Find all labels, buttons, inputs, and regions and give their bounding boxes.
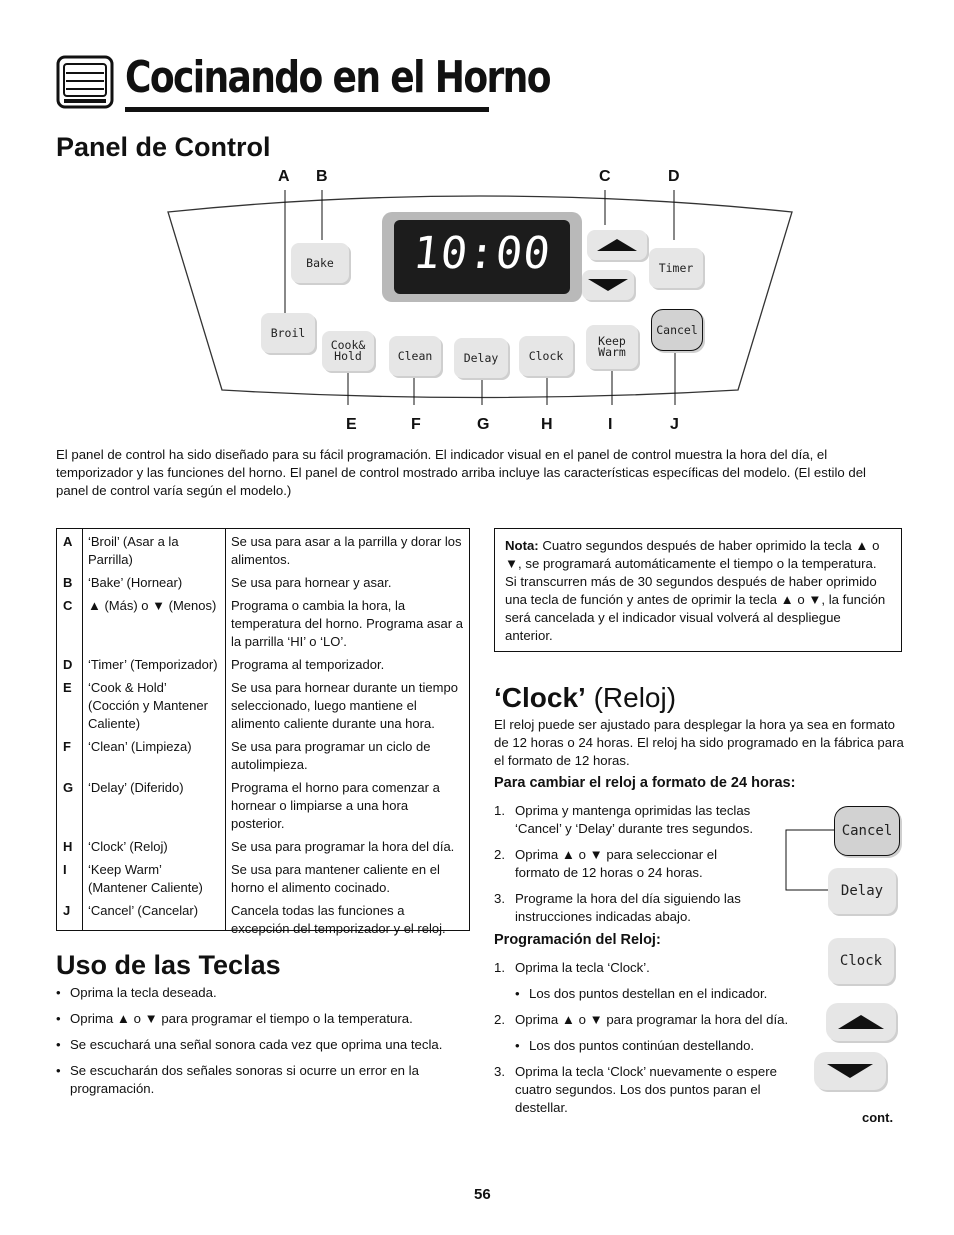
table-cell-key: ‘Keep Warm’ (Mantener Caliente) — [88, 862, 203, 895]
table-cell-letter: I — [63, 862, 67, 877]
delay-key[interactable]: Delay — [454, 338, 508, 378]
section-heading-clock — [494, 682, 676, 714]
table-cell-key: ‘Cancel’ (Cancelar) — [88, 903, 199, 918]
page-title: Cocinando en el Horno — [125, 52, 550, 103]
clock-heading-light: (Reloj) — [585, 682, 677, 713]
table-row — [57, 779, 469, 838]
side-clock-key[interactable]: Clock — [828, 938, 894, 984]
bracket-line — [784, 828, 834, 893]
broil-key[interactable]: Broil — [261, 313, 315, 353]
side-up-arrow-key[interactable] — [826, 1003, 896, 1041]
letter-b: B — [316, 168, 328, 185]
table-cell-description: Se usa para asar a la parrilla y dorar los alimentos. — [231, 534, 462, 567]
list-item: 1. Oprima y mantenga oprimidas las teclas ‘Cancel’ y ‘Delay’ durante tres segundos. — [494, 803, 753, 836]
table-cell-description: Se usa para hornear durante un tiempo seleccionado, luego mantiene el alimento caliente durante una hora. — [231, 680, 458, 731]
table-row — [57, 597, 469, 656]
nota-box — [494, 528, 902, 652]
table-cell-description: Cancela todas las funciones a excepción del temporizador y el reloj. — [231, 903, 446, 936]
table-cell-description: Se usa para hornear y asar. — [231, 575, 392, 590]
table-cell-description: Se usa para programar un ciclo de autolimpieza. — [231, 739, 431, 772]
bake-key[interactable]: Bake — [291, 243, 349, 283]
table-cell-key: ‘Clean’ (Limpieza) — [88, 739, 192, 754]
list-item: 3. Oprima la tecla ‘Clock’ nuevamente o espere cuatro segundos. Los dos puntos paran el destellar. — [494, 1064, 777, 1115]
table-cell-description: Programa el horno para comenzar a hornear o limpiarse a una hora posterior. — [231, 780, 440, 831]
list-item: • Los dos puntos destellan en el indicador. — [515, 986, 768, 1001]
key-table — [57, 533, 469, 943]
table-cell-key: ‘Cook & Hold’ (Cocción y Mantener Caliente) — [88, 680, 208, 731]
panel-description: El panel de control ha sido diseñado para su fácil programación. El indicador visual en el panel de control muestra la hora del día, el temporizador y las funciones del horno. El panel de control mostrado arriba incluye las características específicas del modelo. (El estilo del panel de control varía según el modelo.) — [56, 447, 866, 498]
list-item: • Los dos puntos continúan destellando. — [515, 1038, 755, 1053]
table-cell-key: ‘Clock’ (Reloj) — [88, 839, 168, 854]
table-cell-letter: G — [63, 780, 74, 795]
clock-subheading-24h: Para cambiar el reloj a formato de 24 horas: — [494, 775, 796, 791]
nota-text: Cuatro segundos después de haber oprimido la tecla ▲ o ▼, se programará automáticamente el tiempo o la temperatura. Si transcurren más de 30 segundos después de haber oprimido una tecla de función y antes de oprimir la tecla ▲ o ▼, la función será cancelada y el indicador visual volverá al despliegue anterior. — [505, 538, 886, 643]
letter-d: D — [668, 168, 680, 185]
list-item: • Se escuchará una señal sonora cada vez que oprima una tecla. — [56, 1036, 456, 1054]
up-arrow-key[interactable] — [587, 230, 647, 260]
table-cell-key: ‘Delay’ (Diferido) — [88, 780, 184, 795]
table-cell-key: ‘Broil’ (Asar a la Parrilla) — [88, 534, 179, 567]
table-cell-letter: E — [63, 680, 72, 695]
table-cell-key: ▲ (Más) o ▼ (Menos) — [88, 598, 217, 613]
clock-key[interactable]: Clock — [519, 336, 573, 376]
table-cell-description: Programa al temporizador. — [231, 657, 385, 672]
list-item: • Oprima la tecla deseada. — [56, 984, 456, 1002]
letter-c: C — [599, 168, 611, 185]
letter-h: H — [541, 416, 553, 433]
table-cell-key: ‘Timer’ (Temporizador) — [88, 657, 218, 672]
display-time: 10:00 — [410, 228, 554, 279]
table-row — [57, 861, 469, 902]
list-item: 3. Programe la hora del día siguiendo las instrucciones indicadas abajo. — [494, 891, 741, 924]
steps-prog — [494, 959, 804, 1117]
table-cell-letter: C — [63, 598, 73, 613]
key-table-box — [56, 528, 470, 936]
title-underline — [125, 107, 489, 112]
up-arrow-icon — [838, 1015, 884, 1029]
list-item: • Oprima ▲ o ▼ para programar el tiempo o la temperatura. — [56, 1010, 456, 1028]
table-row — [57, 838, 469, 861]
side-cancel-key[interactable]: Cancel — [834, 806, 900, 856]
table-cell-letter: F — [63, 739, 71, 754]
table-cell-letter: A — [63, 534, 73, 549]
letter-i: I — [608, 416, 613, 433]
table-row — [57, 656, 469, 679]
table-cell-description: Se usa para programar la hora del día. — [231, 839, 455, 854]
steps-24h — [494, 802, 764, 926]
section-heading-uso: Uso de las Teclas — [56, 950, 281, 980]
letter-g: G — [477, 416, 490, 433]
table-cell-description: Programa o cambia la hora, la temperatura del horno. Programa asar a la parrilla ‘HI’ o ‘LO’. — [231, 598, 463, 649]
letter-j: J — [670, 416, 679, 433]
table-row — [57, 574, 469, 597]
table-row — [57, 902, 469, 943]
table-cell-letter: D — [63, 657, 73, 672]
cancel-key[interactable]: Cancel — [651, 309, 703, 351]
table-cell-letter: B — [63, 575, 73, 590]
table-cell-letter: H — [63, 839, 73, 854]
table-row — [57, 738, 469, 779]
continued-label: cont. — [862, 1110, 894, 1125]
display-screen — [394, 220, 570, 294]
clock-subheading-prog: Programación del Reloj: — [494, 932, 661, 948]
down-arrow-icon — [588, 279, 628, 291]
section-heading-panel: Panel de Control — [56, 132, 271, 162]
list-item: • Se escucharán dos señales sonoras si ocurre un error en la programación. — [56, 1062, 456, 1098]
list-item: 2. Oprima ▲ o ▼ para seleccionar el formato de 12 horas o 24 horas. — [494, 847, 718, 880]
letter-a: A — [278, 168, 290, 185]
clock-intro: El reloj puede ser ajustado para desplegar la hora ya sea en formato de 12 horas o 24 horas. El reloj ha sido programado en la fábrica para el formato de 12 horas. — [494, 717, 904, 768]
list-item: 1. Oprima la tecla ‘Clock’. — [494, 960, 650, 975]
clock-heading-bold: ‘Clock’ — [494, 682, 586, 713]
side-down-arrow-key[interactable] — [814, 1052, 886, 1090]
side-delay-key[interactable]: Delay — [828, 868, 896, 914]
table-row — [57, 679, 469, 738]
keep-warm-key[interactable]: Keep Warm — [586, 325, 638, 369]
clean-key[interactable]: Clean — [389, 336, 441, 376]
timer-key[interactable]: Timer — [649, 248, 703, 288]
letter-e: E — [346, 416, 357, 433]
table-cell-key: ‘Bake’ (Hornear) — [88, 575, 183, 590]
down-arrow-icon — [827, 1064, 873, 1078]
uso-list — [56, 984, 456, 1106]
page-number: 56 — [474, 1186, 491, 1203]
cook-hold-key[interactable]: Cook& Hold — [322, 331, 374, 371]
list-item: 2. Oprima ▲ o ▼ para programar la hora del día. — [494, 1012, 789, 1027]
oven-icon — [56, 55, 114, 109]
table-row — [57, 533, 469, 574]
up-arrow-icon — [597, 239, 637, 251]
letter-f: F — [411, 416, 421, 433]
down-arrow-key[interactable] — [582, 270, 634, 300]
nota-label: Nota: — [505, 538, 539, 553]
table-cell-description: Se usa para mantener caliente en el horno el alimento cocinado. — [231, 862, 440, 895]
table-cell-letter: J — [63, 903, 71, 918]
